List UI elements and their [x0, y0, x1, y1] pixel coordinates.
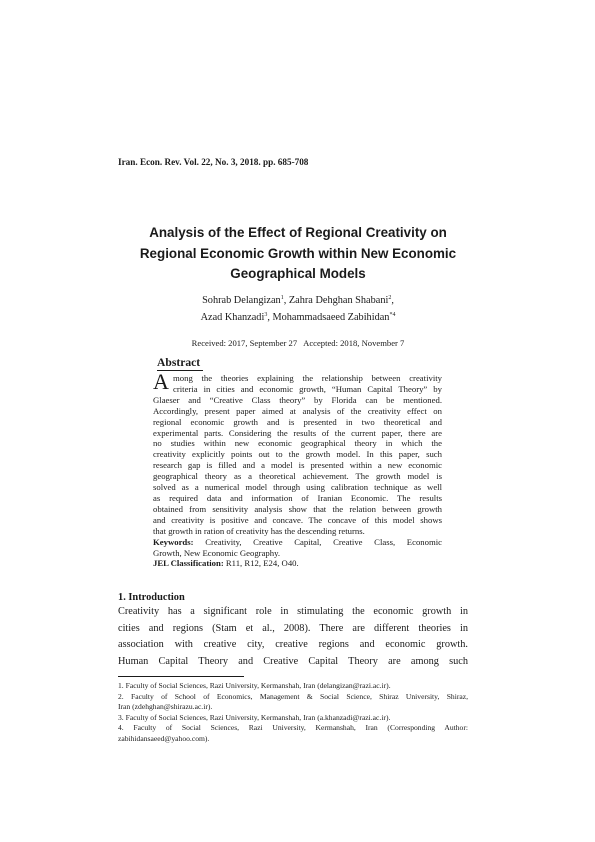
paper-title — [110, 223, 486, 285]
title-line: Regional Economic Growth within New Economic — [139, 245, 457, 261]
author-name: Zahra Dehghan Shabani — [288, 295, 389, 306]
affiliation-mark: 3 — [264, 312, 268, 318]
submission-dates — [110, 338, 486, 348]
keywords-line — [153, 537, 442, 548]
abstract-line: and creativity is positive and concave. The concave of this model shows — [153, 514, 442, 525]
title-line: Geographical Models — [230, 266, 366, 281]
keywords-text: Creativity, Creative Capital, Creative Class, Economic — [205, 536, 442, 547]
jel-label: JEL Classification: — [153, 558, 224, 569]
body-line: cities and regions (Stam et al., 2008). There are different theories in — [118, 622, 468, 634]
author-line: Azad Khanzadi$^3$, Mohammadsaeed Zabihidan$^{*4}$ — [200, 312, 396, 323]
footnote-divider — [118, 676, 244, 677]
abstract-line: mong the theories explaining the relationship between creativity — [173, 373, 442, 383]
abstract-line: creativity explicitly points out to the growth model. In this paper, such — [153, 449, 442, 460]
abstract-line: Accordingly, present paper aimed at analysis of the creativity effect on — [153, 405, 442, 416]
jel-line — [153, 558, 442, 569]
abstract-line: that growth in ration of creativity has the descending returns. — [153, 525, 365, 536]
abstract-line: no studies within new economic geographical theory in which the — [153, 438, 442, 449]
introduction-text — [118, 604, 468, 670]
journal-citation: Iran. Econ. Rev. Vol. 22, No. 3, 2018. pp. 685-708 — [118, 157, 309, 167]
footnote: 1. Faculty of Social Sciences, Razi University, Kermanshah, Iran (delangizan@razi.ac.ir). — [118, 681, 391, 690]
footnote: 2. Faculty of School of Economics, Management & Social Science, Shiraz University, Shiraz, — [118, 691, 468, 701]
jel-codes: R11, R12, E24, O40. — [225, 558, 299, 569]
affiliation-mark: 2 — [388, 295, 392, 301]
abstract-body — [153, 369, 442, 569]
abstract-line: regional economic growth and is presented in two theoretical and — [153, 416, 442, 427]
footnote: 4. Faculty of Social Sciences, Razi University, Kermanshah, Iran (Corresponding Author: — [118, 723, 468, 733]
title-line: Analysis of the Effect of Regional Creativity on — [149, 225, 447, 240]
author-list — [110, 292, 486, 326]
abstract-line: experimental parts. Considering the results of the current paper, there are — [153, 427, 442, 438]
received-date: Received: 2017, September 27 — [191, 338, 298, 348]
author-name: Azad Khanzadi — [200, 312, 265, 323]
footnotes — [118, 681, 468, 745]
author-name: Mohammadsaeed Zabihidan — [272, 312, 390, 323]
affiliation-mark: *4 — [389, 312, 396, 318]
body-line: association with creative city, creative regions and economic growth. — [118, 639, 468, 650]
abstract-heading: Abstract — [157, 356, 201, 369]
footnote: 3. Faculty of Social Sciences, Razi University, Kermanshah, Iran (a.khanzadi@razi.ac.ir). — [118, 712, 391, 722]
keywords-line: Growth, New Economic Geography. — [153, 547, 281, 558]
body-line: Human Capital Theory and Creative Capital Theory are among such — [118, 655, 468, 667]
footnote: Iran (zdehghan@shirazu.ac.ir). — [118, 702, 213, 712]
keywords-label: Keywords: — [153, 536, 194, 547]
abstract-line: criteria in cities and economic growth, “Human Capital Theory” by — [173, 383, 442, 394]
author-line: Sohrab Delangizan$^1$, Zahra Dehghan Shabani$^2$, — [202, 295, 394, 306]
accepted-date: Accepted: 2018, November 7 — [303, 338, 405, 348]
footnote: zabihidansaeed@yahoo.com). — [118, 733, 210, 743]
abstract-line: obtained from sensitivity analysis show that the relation between growth — [153, 503, 442, 514]
section-heading: 1. Introduction — [118, 592, 185, 603]
drop-cap: A — [153, 369, 169, 394]
abstract-line: as required data and information of Iranian Economic. The results — [153, 492, 442, 503]
abstract-line: geographical theory as a theoretical achievement. The growth model is — [153, 471, 442, 482]
abstract-line: solved as a numerical model through using calibration technique as well — [153, 482, 442, 493]
affiliation-mark: 1 — [280, 295, 284, 301]
abstract-line: Glaeser and “Creative Class theory” by Florida can be mentioned. — [153, 394, 442, 405]
author-name: Sohrab Delangizan — [202, 295, 281, 306]
abstract-line: research gap is filled and a model is presented within a new economic — [153, 460, 442, 471]
body-line: Creativity has a significant role in stimulating the economic growth in — [118, 606, 468, 617]
